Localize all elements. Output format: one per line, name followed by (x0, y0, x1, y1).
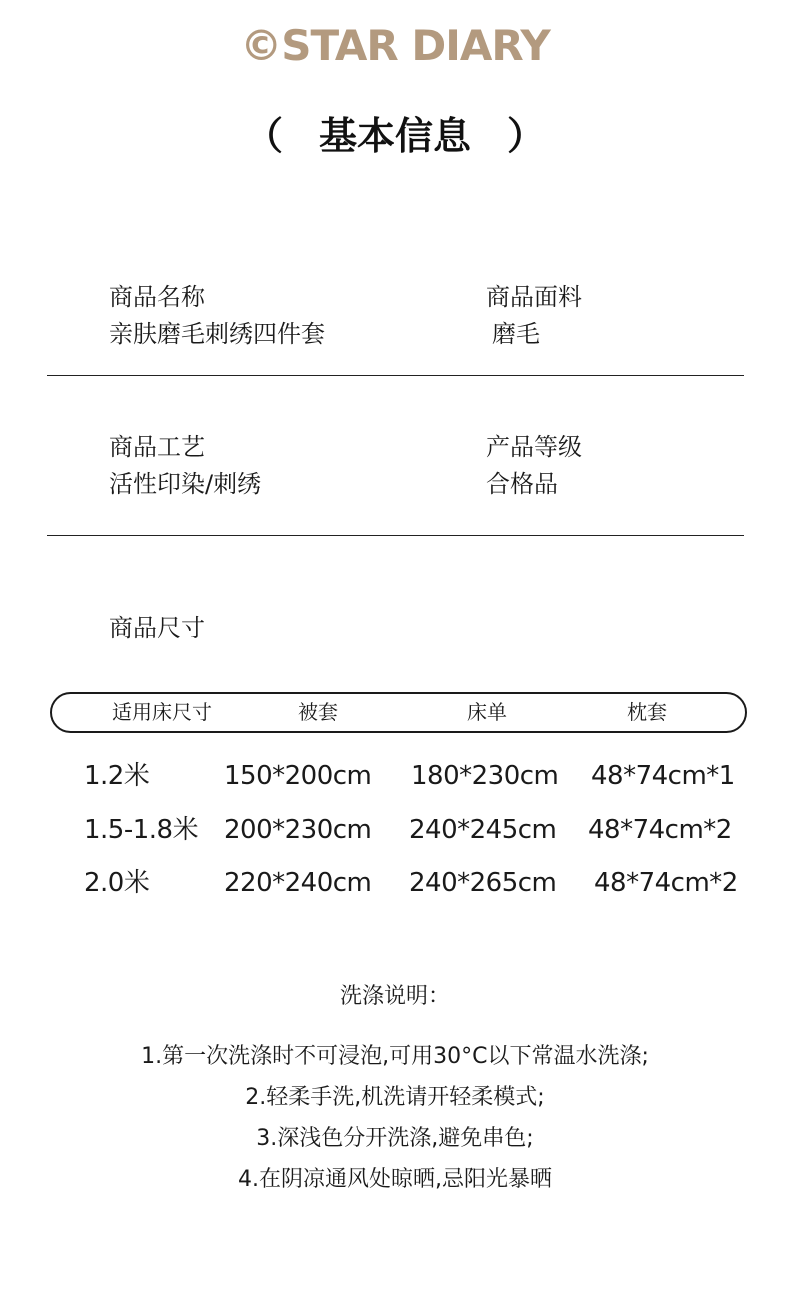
product-name-value: 亲肤磨毛刺绣四件套 (109, 320, 325, 348)
table-cell: 240*245cm (409, 815, 557, 845)
header-sheet: 床单 (467, 700, 507, 724)
size-table-header (50, 692, 747, 733)
washing-item: 1.第一次洗涤时不可浸泡,可用30°C以下常温水洗涤; (141, 1044, 649, 1069)
section-title-text: 基本信息 (318, 114, 471, 158)
table-cell: 200*230cm (224, 815, 372, 845)
washing-item: 2.轻柔手洗,机洗请开轻柔模式; (245, 1085, 545, 1110)
table-cell: 240*265cm (409, 868, 557, 898)
table-cell: 1.2米 (84, 761, 150, 791)
divider (47, 375, 744, 376)
table-cell: 48*74cm*2 (594, 868, 738, 898)
header-pillowcase: 枕套 (627, 700, 667, 724)
fabric-label: 商品面料 (486, 283, 582, 311)
section-title-open-paren: （ (244, 114, 283, 158)
table-cell: 1.5-1.8米 (84, 815, 199, 845)
size-title: 商品尺寸 (109, 614, 205, 642)
divider (47, 535, 744, 536)
table-cell: 150*200cm (224, 761, 372, 791)
header-duvet: 被套 (298, 700, 338, 724)
fabric-value: 磨毛 (492, 320, 540, 348)
table-cell: 48*74cm*1 (591, 761, 735, 791)
grade-value: 合格品 (486, 470, 558, 498)
section-title-close-paren: ） (507, 114, 546, 158)
brand-logo: ©STAR DIARY (240, 21, 550, 70)
table-cell: 48*74cm*2 (588, 815, 732, 845)
grade-label: 产品等级 (486, 433, 582, 461)
table-cell: 220*240cm (224, 868, 372, 898)
table-cell: 2.0米 (84, 868, 150, 898)
product-name-label: 商品名称 (109, 283, 205, 311)
washing-item: 3.深浅色分开洗涤,避免串色; (256, 1126, 534, 1151)
section-title (0, 108, 790, 164)
table-cell: 180*230cm (411, 761, 559, 791)
washing-title: 洗涤说明： (339, 984, 450, 1009)
header-bed-size: 适用床尺寸 (112, 700, 212, 724)
washing-item: 4.在阴凉通风处晾晒,忌阳光暴晒 (238, 1167, 552, 1192)
craft-value: 活性印染/刺绣 (109, 470, 262, 498)
craft-label: 商品工艺 (109, 433, 205, 461)
